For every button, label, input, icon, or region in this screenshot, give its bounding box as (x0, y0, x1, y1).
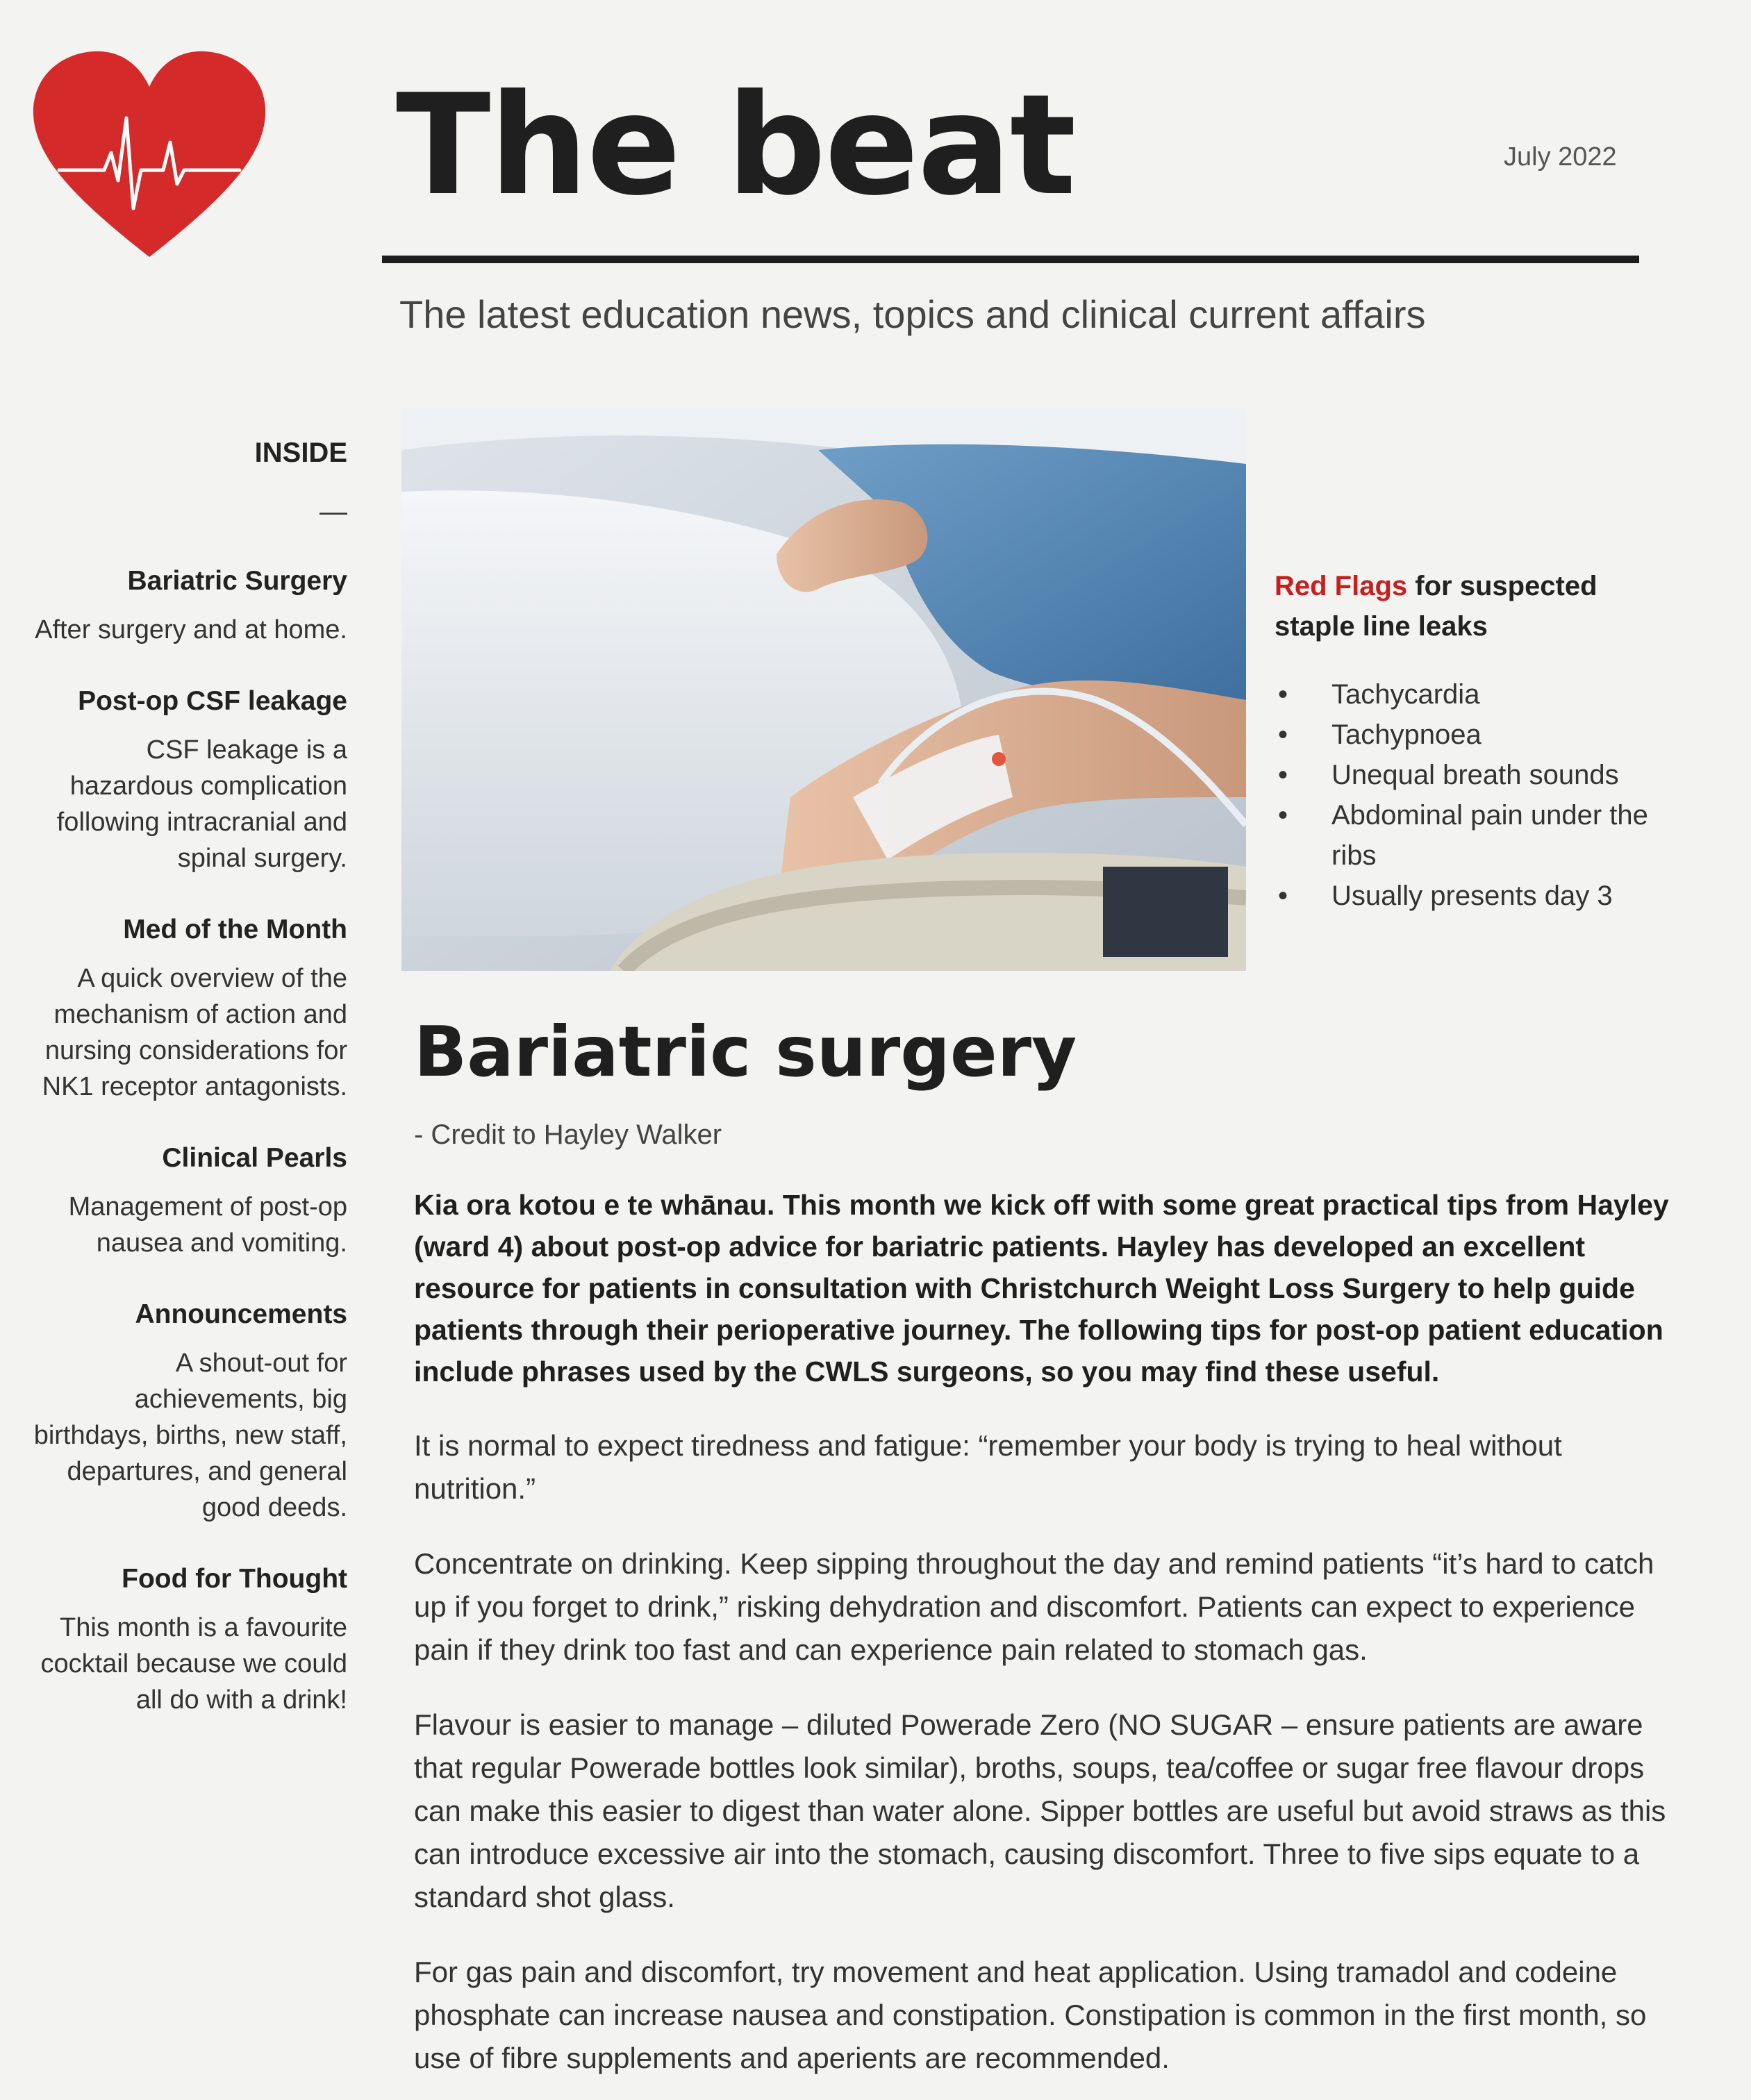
article-lead: Kia ora kotou e te whānau. This month we kick off with some great practical tips from Hayley (ward 4) about post-op advice for bariatric patients. Hayley has developed an excellent resource for patients in consultation with Christchurch Weight Loss Surgery to help guide patients through their perioperative journey. The following tips for post-op patient education include phrases used by the CWLS surgeons, so you may find these useful. (414, 1189, 1669, 1388)
sidebar-item-desc: Management of post-op nausea and vomiting. (68, 1192, 347, 1258)
newsletter-title: The beat (396, 65, 1075, 226)
sidebar-item-desc: This month is a favourite cocktail because we could all do with a drink! (40, 1613, 347, 1715)
sidebar-item-announcements (28, 1299, 347, 1526)
header-divider (382, 256, 1639, 263)
sidebar-dash: — (320, 497, 347, 527)
hospital-patient-photo (401, 408, 1246, 971)
sidebar-item-heading: Announcements (135, 1299, 347, 1329)
list-item: • Unequal breath sounds (1275, 755, 1663, 795)
sidebar-item-heading: Bariatric Surgery (127, 566, 347, 596)
red-flags-list (1275, 674, 1663, 916)
inside-sidebar (28, 438, 347, 1756)
article-credit: - Credit to Hayley Walker (414, 1119, 722, 1150)
newsletter-subtitle: The latest education news, topics and clinical current affairs (399, 292, 1426, 336)
article-paragraph: Concentrate on drinking. Keep sipping throughout the day and remind patients “it’s hard to catch up if you forget to drink,” risking dehydration and discomfort. Patients can expect to experience pain if they drink too fast and can experience pain related to stomach gas. (414, 1547, 1654, 1666)
sidebar-item-clinical-pearls (28, 1143, 347, 1261)
list-item: • Usually presents day 3 (1275, 876, 1663, 916)
list-item: • Abdominal pain under the ribs (1275, 795, 1663, 876)
red-flags-title (1275, 566, 1663, 647)
sidebar-item-csf-leakage (28, 686, 347, 876)
sidebar-item-desc: A quick overview of the mechanism of action and nursing considerations for NK1 receptor antagonists. (42, 964, 347, 1101)
sidebar-item-heading: Clinical Pearls (162, 1143, 347, 1173)
red-flags-label: Red Flags (1275, 571, 1408, 601)
main-article (414, 1011, 1678, 2080)
sidebar-item-desc: After surgery and at home. (35, 615, 347, 644)
list-item: • Tachypnoea (1275, 715, 1663, 755)
red-flags-title-rest: for suspected staple line leaks (1275, 571, 1598, 642)
article-title: Bariatric surgery (414, 1011, 1077, 1092)
sidebar-item-bariatric-surgery (28, 566, 347, 648)
article-paragraph: Flavour is easier to manage – diluted Powerade Zero (NO SUGAR – ensure patients are aware that regular Powerade bottles look similar), broths, soups, tea/coffee or sugar free flavour drops can make this easier to digest than water alone. Sipper bottles are useful but avoid straws as this can introduce excessive air into the stomach, causing discomfort. Three to five sips equate to a standard shot glass. (414, 1708, 1666, 1913)
red-flags-box (1275, 566, 1663, 916)
inside-label: INSIDE (254, 438, 347, 468)
article-paragraph: It is normal to expect tiredness and fatigue: “remember your body is trying to heal without nutrition.” (414, 1429, 1562, 1505)
sidebar-item-heading: Med of the Month (123, 915, 347, 944)
list-item: • Tachycardia (1275, 674, 1663, 715)
heart-ecg-icon (28, 49, 271, 271)
sidebar-item-heading: Post-op CSF leakage (78, 686, 347, 716)
sidebar-item-desc: CSF leakage is a hazardous complication following intracranial and spinal surgery. (56, 735, 347, 873)
sidebar-item-med-of-month (28, 915, 347, 1105)
sidebar-item-food-for-thought (28, 1564, 347, 1718)
issue-date: July 2022 (1504, 142, 1617, 172)
sidebar-item-desc: A shout-out for achievements, big birthdays, births, new staff, departures, and general good deeds. (33, 1349, 347, 1522)
article-paragraph: For gas pain and discomfort, try movement and heat application. Using tramadol and codeine phosphate can increase nausea and constipation. Constipation is common in the first month, so use of fibre supplements and aperients are recommended. (414, 1956, 1647, 2074)
sidebar-item-heading: Food for Thought (122, 1564, 347, 1594)
